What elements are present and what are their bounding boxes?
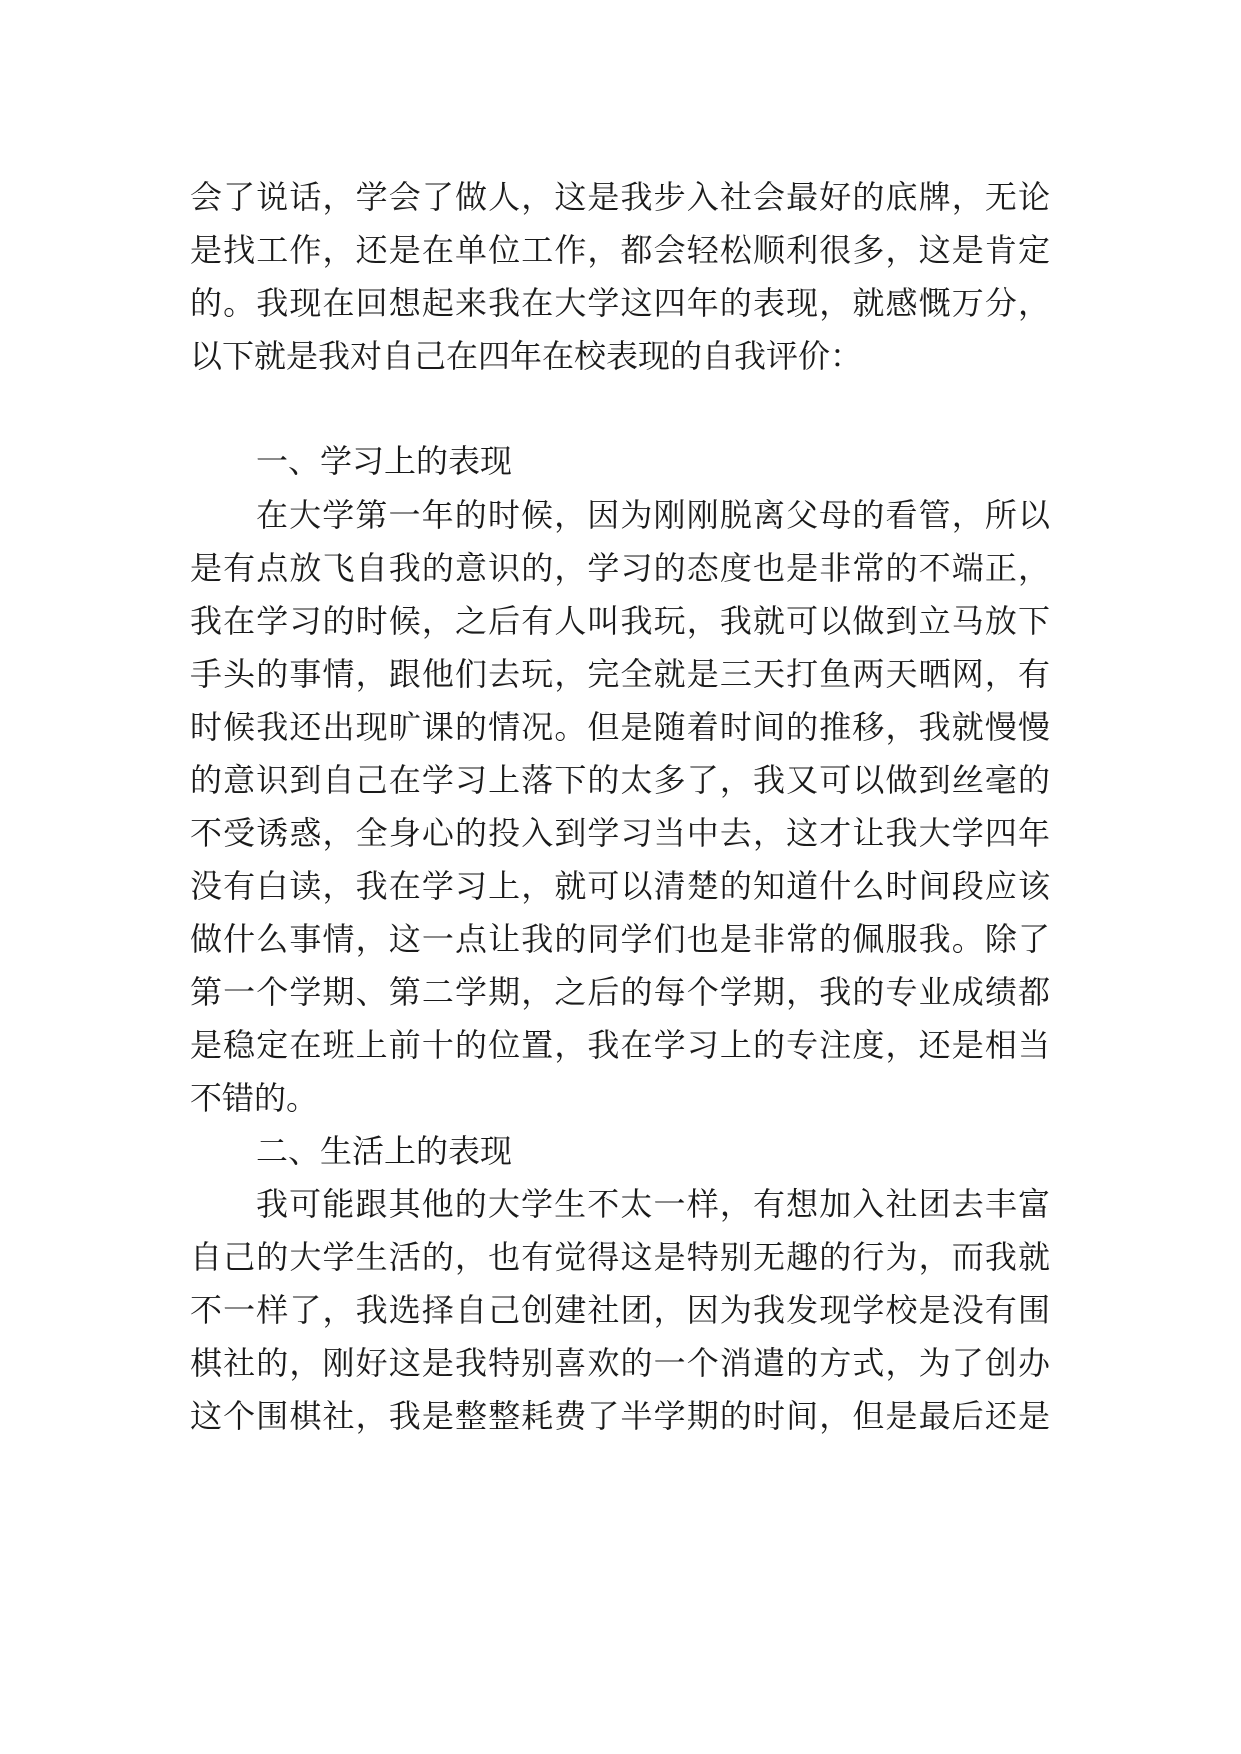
paragraph-line: 我可能跟其他的大学生不太一样，有想加入社团去丰富 — [256, 1185, 1050, 1223]
section-heading-study: 一、学习上的表现 — [256, 442, 513, 480]
paragraph-line: 是有点放飞自我的意识的，学习的态度也是非常的不端正， — [190, 549, 1050, 587]
paragraph-line: 的意识到自己在学习上落下的太多了，我又可以做到丝毫的 — [190, 761, 1050, 799]
paragraph-line: 我在学习的时候，之后有人叫我玩，我就可以做到立马放下 — [190, 602, 1050, 640]
paragraph-line: 会了说话，学会了做人，这是我步入社会最好的底牌，无论 — [190, 178, 1050, 216]
section-heading-life: 二、生活上的表现 — [256, 1132, 513, 1170]
paragraph-line: 在大学第一年的时候，因为刚刚脱离父母的看管，所以 — [256, 496, 1050, 534]
paragraph-line: 手头的事情，跟他们去玩，完全就是三天打鱼两天晒网，有 — [190, 655, 1050, 693]
paragraph-line: 自己的大学生活的，也有觉得这是特别无趣的行为，而我就 — [190, 1238, 1050, 1276]
paragraph-line: 不错的。 — [190, 1079, 319, 1117]
paragraph-line: 是找工作，还是在单位工作，都会轻松顺利很多，这是肯定 — [190, 231, 1050, 269]
paragraph-line: 这个围棋社，我是整整耗费了半学期的时间，但是最后还是 — [190, 1397, 1050, 1435]
paragraph-line: 的。我现在回想起来我在大学这四年的表现，就感慨万分， — [190, 284, 1050, 322]
paragraph-line: 不一样了，我选择自己创建社团，因为我发现学校是没有围 — [190, 1291, 1050, 1329]
paragraph-line: 是稳定在班上前十的位置，我在学习上的专注度，还是相当 — [190, 1026, 1050, 1064]
paragraph-line: 以下就是我对自己在四年在校表现的自我评价： — [190, 337, 863, 375]
paragraph-line: 棋社的，刚好这是我特别喜欢的一个消遣的方式，为了创办 — [190, 1344, 1050, 1382]
paragraph-line: 没有白读，我在学习上，就可以清楚的知道什么时间段应该 — [190, 867, 1050, 905]
paragraph-line: 第一个学期、第二学期，之后的每个学期，我的专业成绩都 — [190, 973, 1050, 1011]
paragraph-line: 不受诱惑，全身心的投入到学习当中去，这才让我大学四年 — [190, 814, 1050, 852]
paragraph-line: 做什么事情，这一点让我的同学们也是非常的佩服我。除了 — [190, 920, 1050, 958]
paragraph-line: 时候我还出现旷课的情况。但是随着时间的推移，我就慢慢 — [190, 708, 1050, 746]
